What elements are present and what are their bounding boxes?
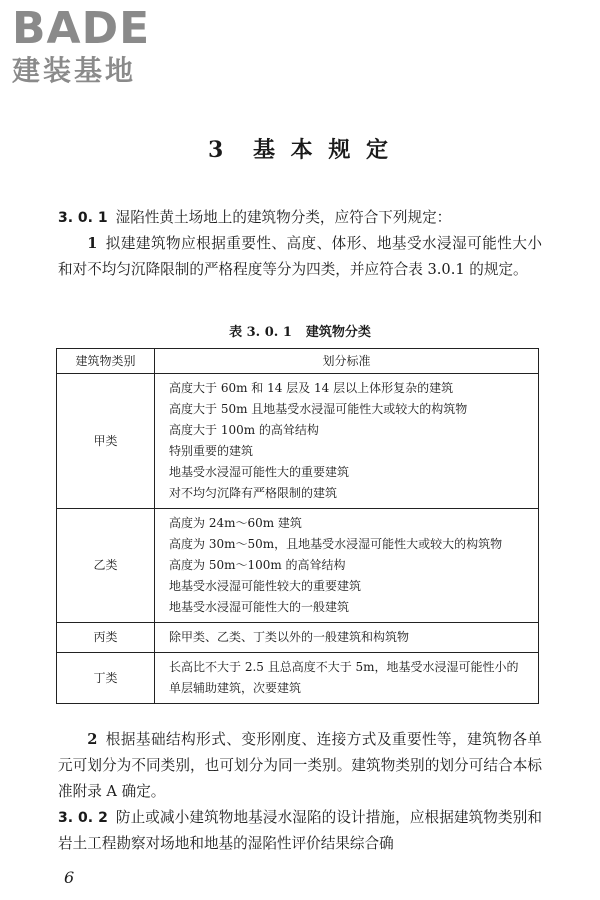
chapter-heading [0, 133, 600, 164]
item-text: 拟建建筑物应根据重要性、高度、体形、地基受水浸湿可能性大小和对不均匀沉降限制的严格程度等分为四类，并应符合表 3.0.1 的规定。 [58, 235, 542, 278]
logo-tagline: 建装基地 [12, 54, 137, 87]
criteria-cell [155, 509, 539, 623]
criteria-cell [155, 623, 539, 653]
table-row [57, 653, 539, 704]
table-code: 表 3. 0. 1 [229, 325, 292, 340]
chapter-title: 基 本 规 定 [253, 137, 392, 163]
table-header-row [57, 349, 539, 374]
category-cell: 丁类 [57, 653, 155, 704]
criteria-line: 长高比不大于 2.5 且总高度不大于 5m，地基受水浸湿可能性小的单层辅助建筑，次要建筑 [169, 660, 519, 695]
category-cell: 甲类 [57, 374, 155, 509]
table-row [57, 509, 539, 623]
brand-logo [12, 3, 182, 88]
clause-3-0-1-item-1 [58, 231, 542, 283]
criteria-line: 地基受水浸湿可能性较大的重要建筑 [169, 579, 362, 593]
category-cell: 乙类 [57, 509, 155, 623]
chapter-number: 3 [208, 137, 228, 163]
clause-text: 湿陷性黄土场地上的建筑物分类，应符合下列规定： [115, 209, 452, 226]
building-classification-table [56, 348, 539, 704]
criteria-line: 高度为 50m～100m 的高耸结构 [169, 558, 346, 572]
clause-3-0-2 [58, 805, 542, 857]
category-cell: 丙类 [57, 623, 155, 653]
table-title: 建筑物分类 [305, 325, 371, 340]
criteria-line: 除甲类、乙类、丁类以外的一般建筑和构筑物 [169, 630, 410, 644]
table-row [57, 374, 539, 509]
item-text: 根据基础结构形式、变形刚度、连接方式及重要性等，建筑物各单元可划分为不同类别，也可划分为同一类别。建筑物类别的划分可结合本标准附录 A 确定。 [58, 731, 542, 800]
criteria-line: 对不均匀沉降有严格限制的建筑 [169, 486, 338, 500]
criteria-line: 特别重要的建筑 [169, 444, 254, 458]
clause-text: 防止或减小建筑物地基浸水湿陷的设计措施，应根据建筑物类别和岩土工程勘察对场地和地基的湿陷性评价结果综合确 [58, 809, 542, 852]
table-row [57, 623, 539, 653]
logo-brand-text: BADE [12, 3, 151, 54]
criteria-line: 高度大于 100m 的高耸结构 [169, 423, 319, 437]
criteria-line: 地基受水浸湿可能性大的一般建筑 [169, 600, 350, 614]
criteria-line: 高度大于 50m 且地基受水浸湿可能性大或较大的构筑物 [169, 402, 468, 416]
item-number: 1 [87, 235, 98, 252]
header-category: 建筑物类别 [57, 349, 155, 374]
criteria-line: 高度为 30m～50m，且地基受水浸湿可能性大或较大的构筑物 [169, 537, 503, 551]
clause-number: 3. 0. 1 [58, 210, 108, 226]
clause-number: 3. 0. 2 [58, 810, 108, 826]
clause-3-0-1-item-2 [58, 727, 542, 805]
criteria-line: 高度为 24m～60m 建筑 [169, 516, 302, 530]
criteria-line: 高度大于 60m 和 14 层及 14 层以上体形复杂的建筑 [169, 381, 454, 395]
table-caption [0, 321, 600, 340]
criteria-cell [155, 653, 539, 704]
clause-3-0-1 [58, 205, 542, 231]
item-number: 2 [87, 731, 98, 748]
criteria-line: 地基受水浸湿可能性大的重要建筑 [169, 465, 350, 479]
page-number: 6 [64, 868, 75, 887]
header-criteria: 划分标准 [155, 349, 539, 374]
criteria-cell [155, 374, 539, 509]
